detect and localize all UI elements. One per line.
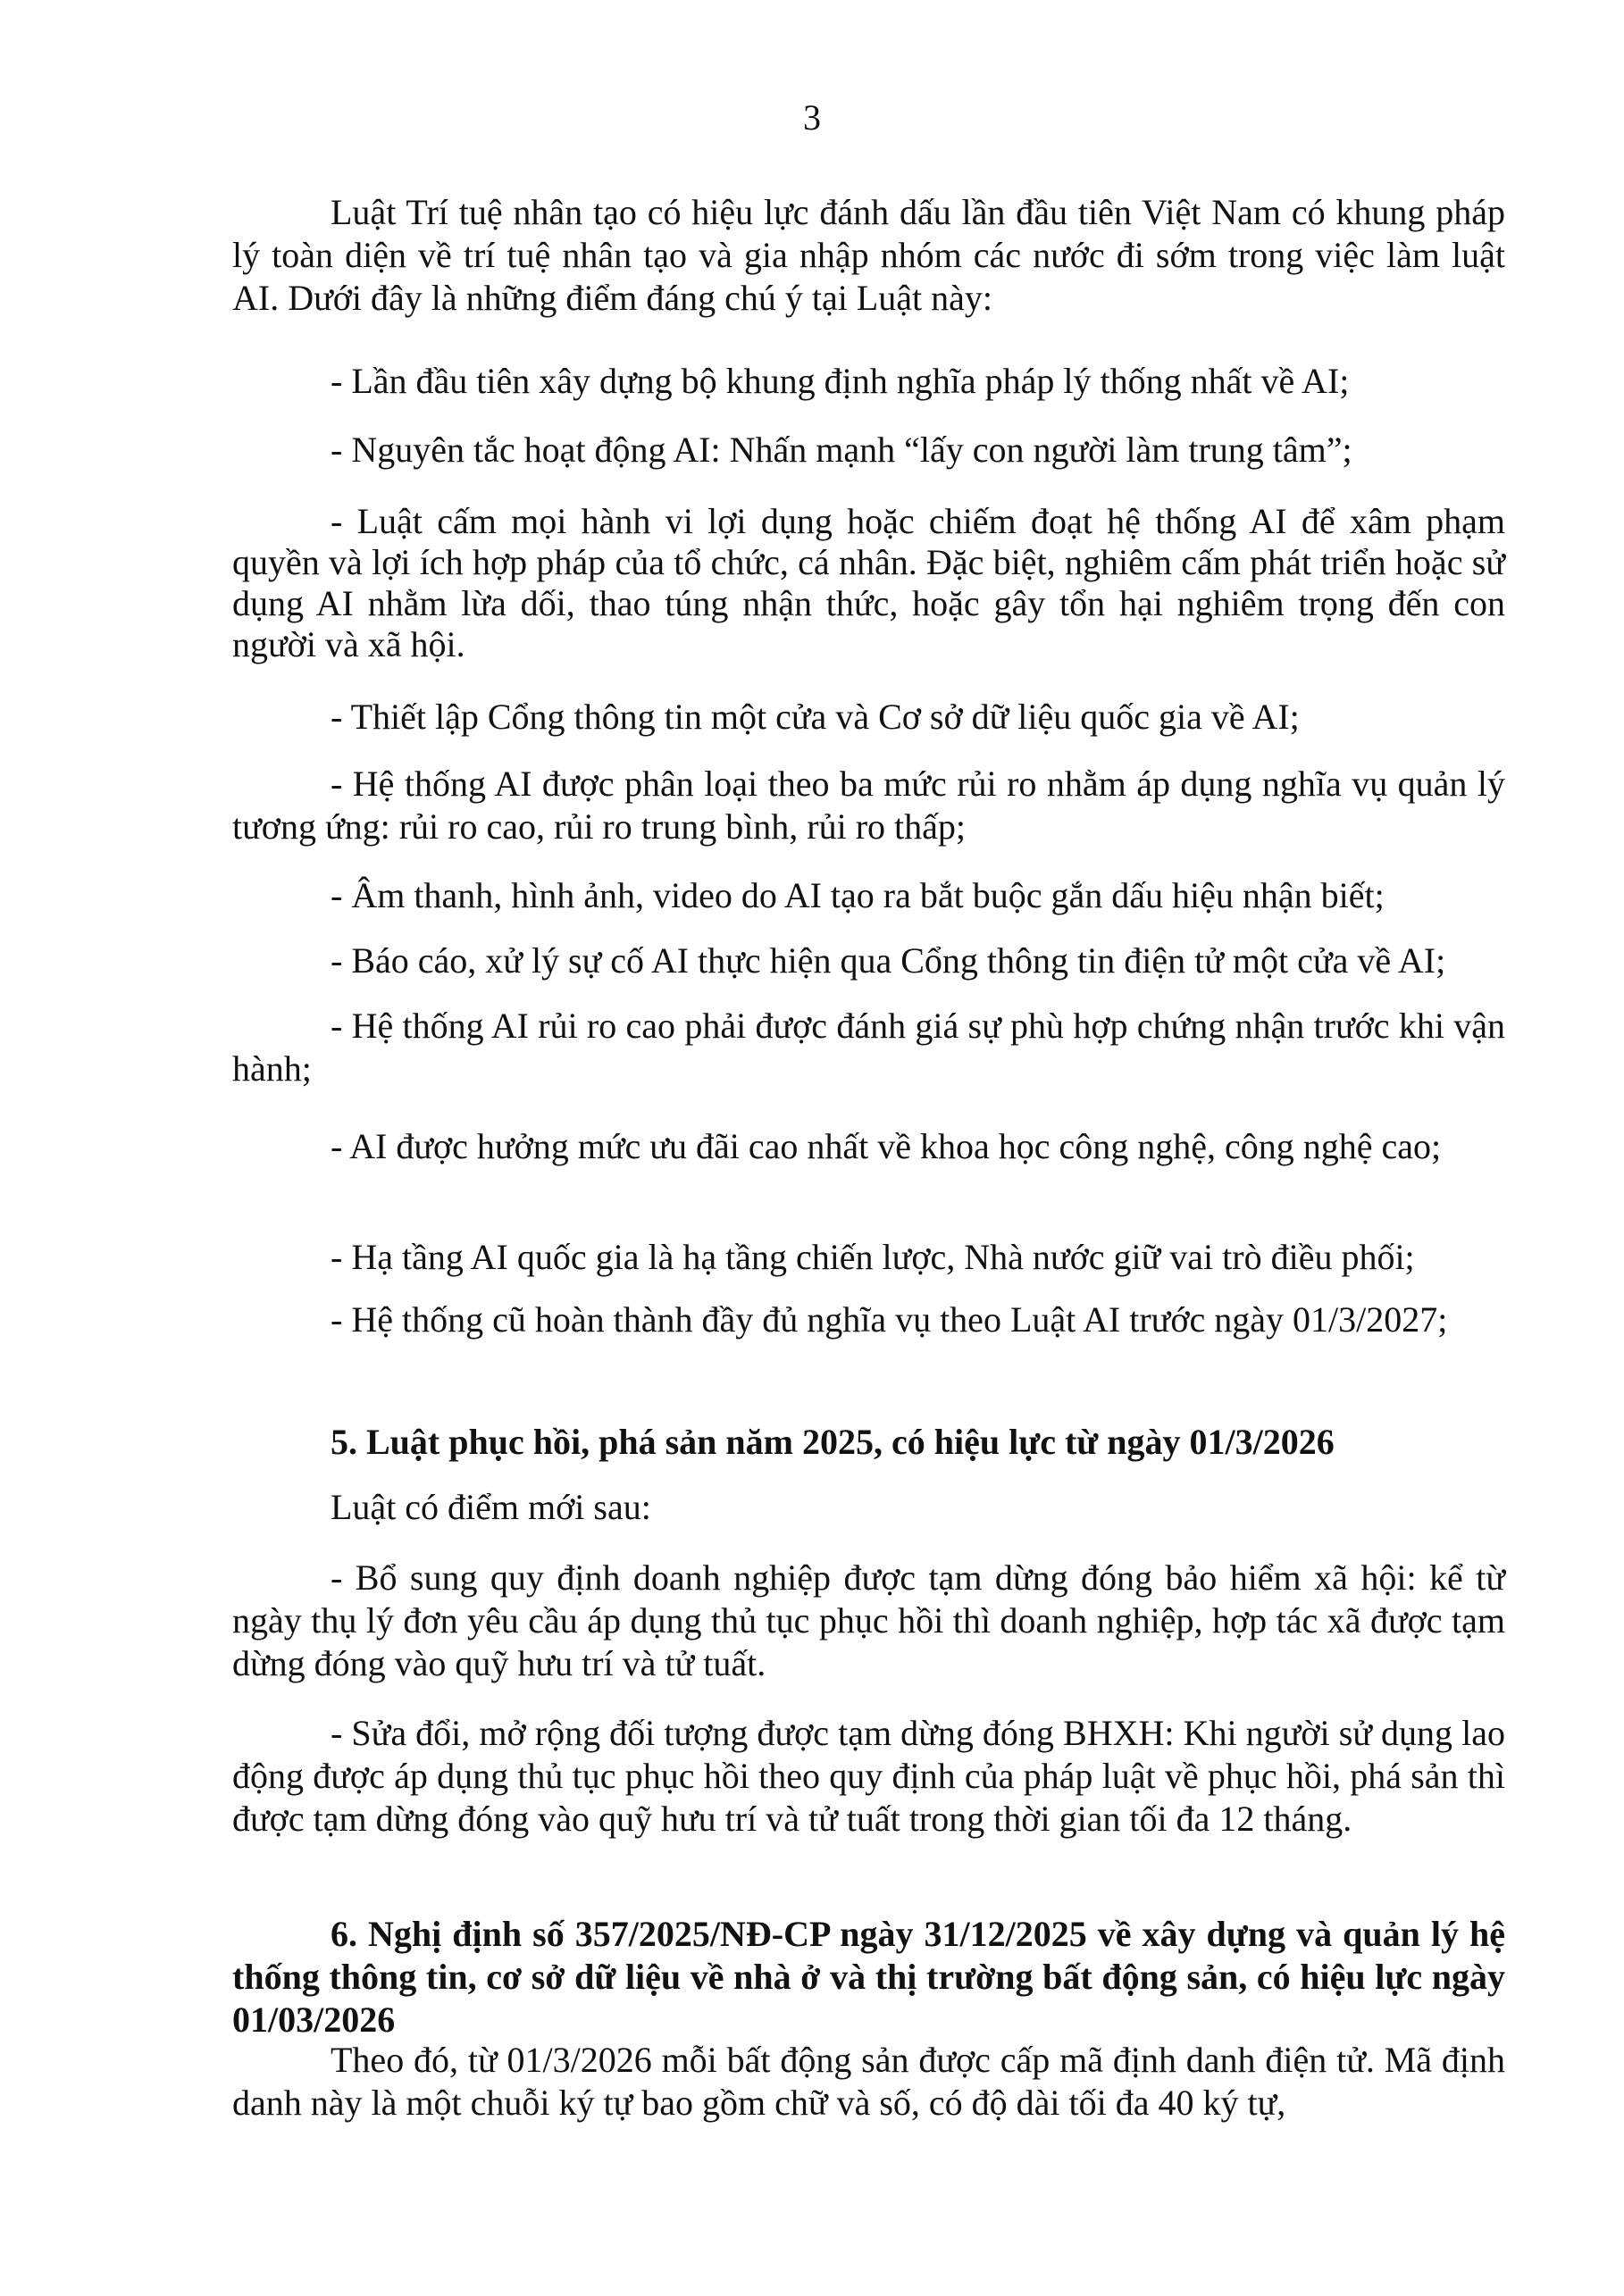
paragraph-ai-law-intro: Luật Trí tuệ nhân tạo có hiệu lực đánh dấu lần đầu tiên Việt Nam có khung pháp lý toàn diện về trí tuệ nhân tạo và gia nhập nhóm các nước đi sớm trong việc làm luật AI. Dưới đây là những điểm đáng chú ý tại Luật này: [232, 192, 1505, 318]
section-6-heading: 6. Nghị định số 357/2025/NĐ-CP ngày 31/12/2025 về xây dựng và quản lý hệ thống thông tin, cơ sở dữ liệu về nhà ở và thị trường bất động sản, có hiệu lực ngày 01/03/2026 [232, 1914, 1505, 2040]
section-5-intro: Luật có điểm mới sau: [331, 1487, 651, 1527]
list-item: - Hạ tầng AI quốc gia là hạ tầng chiến lược, Nhà nước giữ vai trò điều phối; [331, 1237, 1415, 1277]
list-item: - Sửa đổi, mở rộng đối tượng được tạm dừng đóng BHXH: Khi người sử dụng lao động được áp dụng thủ tục phục hồi theo quy định của pháp luật về phục hồi, phá sản thì được tạm dừng đóng vào quỹ hưu trí và tử tuất trong thời gian tối đa 12 tháng. [232, 1713, 1505, 1839]
list-item: - Nguyên tắc hoạt động AI: Nhấn mạnh “lấy con người làm trung tâm”; [331, 430, 1352, 470]
list-item: - Hệ thống cũ hoàn thành đầy đủ nghĩa vụ theo Luật AI trước ngày 01/3/2027; [331, 1299, 1448, 1340]
list-item: - Hệ thống AI rủi ro cao phải được đánh giá sự phù hợp chứng nhận trước khi vận hành; [232, 1006, 1505, 1089]
list-item: - Lần đầu tiên xây dựng bộ khung định nghĩa pháp lý thống nhất về AI; [331, 361, 1350, 401]
section-6-body: Theo đó, từ 01/3/2026 mỗi bất động sản được cấp mã định danh điện tử. Mã định danh này là một chuỗi ký tự bao gồm chữ và số, có độ dài tối đa 40 ký tự, [232, 2040, 1505, 2123]
list-item: - Thiết lập Cổng thông tin một cửa và Cơ sở dữ liệu quốc gia về AI; [331, 697, 1300, 737]
page-number: 3 [803, 97, 821, 138]
list-item: - Luật cấm mọi hành vi lợi dụng hoặc chiếm đoạt hệ thống AI để xâm phạm quyền và lợi ích hợp pháp của tổ chức, cá nhân. Đặc biệt, nghiêm cấm phát triển hoặc sử dụng AI nhằm lừa dối, thao túng nhận thức, hoặc gây tổn hại nghiêm trọng đến con người và xã hội. [232, 501, 1505, 664]
list-item: - Bổ sung quy định doanh nghiệp được tạm dừng đóng bảo hiểm xã hội: kể từ ngày thụ lý đơn yêu cầu áp dụng thủ tục phục hồi thì doanh nghiệp, hợp tác xã được tạm dừng đóng vào quỹ hưu trí và tử tuất. [232, 1557, 1505, 1683]
list-item: - Hệ thống AI được phân loại theo ba mức rủi ro nhằm áp dụng nghĩa vụ quản lý tương ứng: rủi ro cao, rủi ro trung bình, rủi ro thấp; [232, 764, 1505, 847]
section-5-heading: 5. Luật phục hồi, phá sản năm 2025, có hiệu lực từ ngày 01/3/2026 [331, 1422, 1335, 1462]
list-item: - Âm thanh, hình ảnh, video do AI tạo ra bắt buộc gắn dấu hiệu nhận biết; [331, 875, 1385, 915]
list-item: - AI được hưởng mức ưu đãi cao nhất về khoa học công nghệ, công nghệ cao; [331, 1126, 1442, 1166]
list-item: - Báo cáo, xử lý sự cố AI thực hiện qua Cổng thông tin điện tử một cửa về AI; [331, 940, 1446, 981]
